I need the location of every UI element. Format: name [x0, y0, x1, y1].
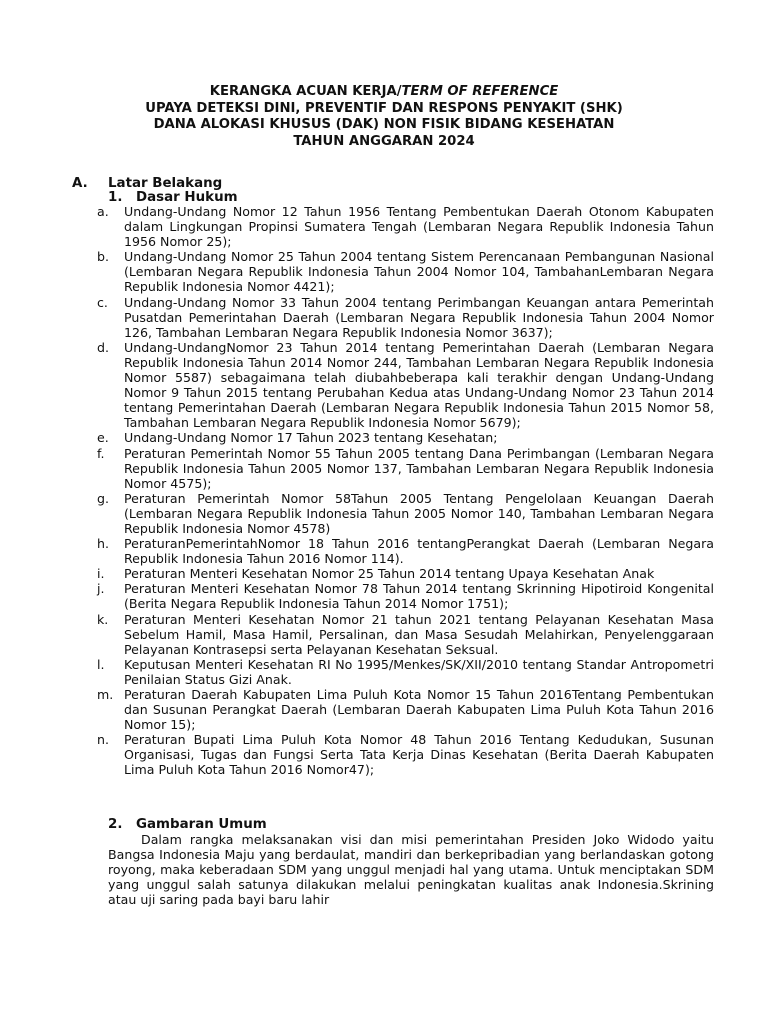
legal-basis-list [97, 204, 714, 778]
general-overview-paragraph [108, 832, 714, 907]
legal-basis-item [97, 446, 714, 491]
legal-basis-text: Undang-Undang Nomor 33 Tahun 2004 tentang Perimbangan Keuangan antara Pemerintah Pusatdan Pemerintahan Daerah (Lembaran Negara Republik Indonesia Tahun 2004 Nomor 126, Tambahan Lembaran Negara Republik Indonesia Nomor 3637); [124, 294, 714, 340]
general-overview-text: Dalam rangka melaksanakan visi dan misi pemerintahan Presiden Joko Widodo yaitu Bangsa Indonesia Maju yang berdaulat, mandiri dan berkepribadian yang berlandaskan gotong royong, maka keberadaan SDM yang unggul menjadi hal yang utama. Untuk menciptakan SDM yang unggul salah satunya dilakukan melalui peningkatan kualitas anak Indonesia.Skrining atau uji saring pada bayi baru lahir [108, 832, 714, 908]
list-marker: j. [97, 581, 105, 597]
legal-basis-text: Peraturan Bupati Lima Puluh Kota Nomor 48 Tahun 2016 Tentang Kedudukan, Susunan Organisasi, Tugas dan Fungsi Serta Tata Kerja Dinas Kesehatan (Berita Daerah Kabupaten Lima Puluh Kota Tahun 2016 Nomor47); [124, 732, 714, 778]
legal-basis-item [97, 295, 714, 340]
list-marker: m. [97, 687, 114, 702]
subsection-1-number: 1. [108, 190, 123, 205]
list-marker: a. [97, 204, 109, 219]
list-marker: d. [97, 339, 109, 355]
title-line-1: KERANGKA ACUAN KERJA/TERM OF REFERENCE [209, 84, 559, 99]
subsection-1-heading [108, 190, 238, 205]
legal-basis-item [97, 732, 714, 777]
list-marker: k. [97, 611, 109, 627]
legal-basis-text: Undang-UndangNomor 23 Tahun 2014 tentang Pemerintahan Daerah (Lembaran Negara Republik Indonesia Tahun 2014 Nomor 244, Tambahan Lembaran Negara Republik Indonesia Nomor 5587) sebagaimana telah diubahbeberapa kali terakhir dengan Undang-Undang Nomor 9 Tahun 2015 tentang Perubahan Kedua atas Undang-Undang Nomor 23 Tahun 2014 tentang Pemerintahan Daerah (Lembaran Negara Republik Indonesia Tahun 2015 Nomor 58, Tambahan Lembaran Negara Republik Indonesia Nomor 5679); [124, 339, 714, 431]
legal-basis-item [97, 430, 714, 445]
title-line-3: DANA ALOKASI KHUSUS (DAK) NON FISIK BIDANG KESEHATAN [153, 117, 615, 132]
list-marker: f. [97, 445, 105, 461]
legal-basis-item [97, 491, 714, 536]
legal-basis-item [97, 340, 714, 431]
subsection-2-number: 2. [108, 817, 123, 832]
list-marker: i. [97, 566, 105, 582]
legal-basis-item [97, 249, 714, 294]
legal-basis-text: Undang-Undang Nomor 12 Tahun 1956 Tentang Pembentukan Daerah Otonom Kabupaten dalam Lingkungan Propinsi Sumatera Tengah (Lembaran Negara Republik Indonesia Tahun 1956 Nomor 25); [124, 204, 714, 250]
legal-basis-text: Peraturan Pemerintah Nomor 55 Tahun 2005 tentang Dana Perimbangan (Lembaran Negara Republik Indonesia Tahun 2005 Nomor 137, Tambahan Lembaran Negara Republik Indonesia Nomor 4575); [124, 445, 714, 491]
title-line-1-italic: TERM OF REFERENCE [401, 84, 559, 99]
list-marker: h. [97, 536, 109, 552]
subsection-2-title: Gambaran Umum [136, 817, 267, 832]
subsection-2-heading [108, 817, 267, 832]
legal-basis-text: PeraturanPemerintahNomor 18 Tahun 2016 tentangPerangkat Daerah (Lembaran Negara Republik Indonesia Tahun 2016 Nomor 114). [124, 536, 714, 567]
section-a-heading [72, 176, 222, 191]
legal-basis-text: Undang-Undang Nomor 25 Tahun 2004 tentang Sistem Perencanaan Pembangunan Nasional (Lembaran Negara Republik Indonesia Tahun 2004 Nomor 104, TambahanLembaran Negara Republik Indonesia Nomor 4421); [124, 249, 714, 295]
list-marker: g. [97, 490, 109, 506]
subsection-1-title: Dasar Hukum [136, 190, 238, 205]
legal-basis-text: Peraturan Daerah Kabupaten Lima Puluh Kota Nomor 15 Tahun 2016Tentang Pembentukan dan Susunan Perangkat Daerah (Lembaran Daerah Kabupaten Lima Puluh Kota Tahun 2016 Nomor 15); [124, 687, 714, 733]
legal-basis-text: Peraturan Menteri Kesehatan Nomor 25 Tahun 2014 tentang Upaya Kesehatan Anak [124, 566, 655, 582]
list-marker: l. [97, 656, 105, 672]
legal-basis-text: Peraturan Menteri Kesehatan Nomor 78 Tahun 2014 tentang Skrinning Hipotiroid Kongenital (Berita Negara Republik Indonesia Tahun 2014 Nomor 1751); [124, 581, 714, 612]
legal-basis-item [97, 657, 714, 687]
document-title [0, 84, 768, 150]
list-marker: b. [97, 249, 109, 265]
title-line-4: TAHUN ANGGARAN 2024 [293, 133, 475, 149]
legal-basis-item [97, 581, 714, 611]
legal-basis-text: Keputusan Menteri Kesehatan RI No 1995/Menkes/SK/XII/2010 tentang Standar Antropometri Penilaian Status Gizi Anak. [124, 656, 714, 687]
legal-basis-text: Peraturan Pemerintah Nomor 58Tahun 2005 Tentang Pengelolaan Keuangan Daerah (Lembaran Negara Republik Indonesia Tahun 2005 Nomor 140, Tambahan Lembaran Negara Republik Indonesia Nomor 4578) [124, 490, 714, 536]
legal-basis-text: Peraturan Menteri Kesehatan Nomor 21 tahun 2021 tentang Pelayanan Kesehatan Masa Sebelum Hamil, Masa Hamil, Persalinan, dan Masa Sesudah Melahirkan, Penyelenggaraan Pelayanan Kontrasepsi serta Pelayanan Kesehatan Seksual. [124, 611, 714, 657]
list-marker: c. [97, 294, 108, 310]
title-line-2: UPAYA DETEKSI DINI, PREVENTIF DAN RESPONS PENYAKIT (SHK) [145, 100, 623, 116]
list-marker: n. [97, 732, 109, 748]
legal-basis-item [97, 566, 714, 581]
section-a-title: Latar Belakang [108, 176, 223, 191]
legal-basis-item [97, 536, 714, 566]
legal-basis-item [97, 687, 714, 732]
legal-basis-item [97, 612, 714, 657]
legal-basis-text: Undang-Undang Nomor 17 Tahun 2023 tentang Kesehatan; [124, 430, 498, 446]
section-a-number: A. [72, 176, 88, 191]
legal-basis-item [97, 204, 714, 249]
list-marker: e. [97, 430, 109, 446]
